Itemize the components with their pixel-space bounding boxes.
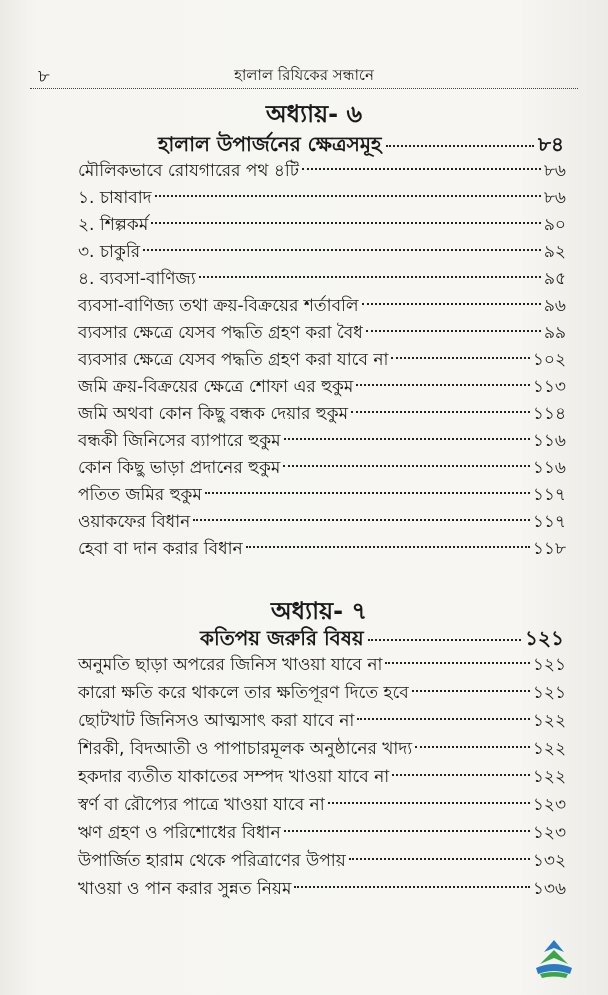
toc-entry-page: ১৩৬ (532, 879, 566, 899)
toc-entry-title: ওয়াকফের বিধান (78, 512, 191, 532)
section-title-text: হালাল উপার্জনের ক্ষেত্রসমূহ (158, 132, 382, 156)
toc-entry (78, 266, 566, 293)
toc-entry-title: জমি ক্রয়-বিক্রয়ের ক্ষেত্রে শোফা এর হুকুম (78, 377, 354, 397)
toc-entry (78, 763, 566, 791)
toc-entry-page: ৯৬ (543, 296, 566, 316)
toc-entry (78, 847, 566, 875)
leader-dots (328, 802, 530, 804)
toc-entry-title: পতিত জমির হুকুম (78, 485, 202, 505)
toc-entry-page: ১২২ (532, 711, 566, 731)
page-header (30, 62, 578, 90)
leader-dots (385, 662, 529, 664)
toc-entry-title: খাওয়া ও পান করার সুন্নত নিয়ম (78, 879, 292, 899)
toc-entry-title: ছোটখাট জিনিসও আত্মসাৎ করা যাবে না (78, 711, 355, 731)
toc-entry-title: ৪. ব্যবসা-বাণিজ্য (78, 269, 196, 289)
section-title-page: ৮৪ (538, 132, 564, 156)
toc-entry-title: জমি অথবা কোন কিছু বন্ধক দেয়ার হুকুম (78, 404, 349, 424)
toc-entry-title: হকদার ব্যতীত যাকাতের সম্পদ খাওয়া যাবে না (78, 767, 390, 787)
toc-entry (78, 735, 566, 763)
toc-entry-page: ৯২ (543, 242, 566, 262)
toc-entry-page: ১১৭ (532, 512, 566, 532)
leader-dots (391, 357, 529, 359)
toc-entry (78, 509, 566, 536)
toc-entry-page: ১২১ (532, 683, 566, 703)
leader-dots (151, 222, 541, 224)
toc-entry-title: হেবা বা দান করার বিধান (78, 539, 243, 559)
toc-entry-page: ১১৮ (532, 539, 566, 559)
leader-dots (205, 492, 530, 494)
toc-entry (78, 482, 566, 509)
toc-entry-page: ৮৬ (543, 161, 566, 181)
leader-dots (143, 249, 541, 251)
leader-dots (155, 195, 541, 197)
toc-entry (78, 320, 566, 347)
leader-dots (294, 886, 529, 888)
toc-entry-title: স্বর্ণ বা রৌপ্যের পাত্রে খাওয়া যাবে না (78, 795, 325, 815)
leader-dots (302, 168, 541, 170)
toc-entry (78, 293, 566, 320)
toc-entry-page: ১৩২ (532, 851, 566, 871)
toc-entry-title: শিরকী, বিদআতী ও পাপাচারমূলক অনুষ্ঠানের খাদ্য (78, 739, 413, 759)
leader-dots (284, 438, 530, 440)
running-title: হালাল রিযিকের সন্ধানে (234, 66, 374, 84)
toc-entry-page: ১২২ (532, 767, 566, 787)
toc-entry-title: উপার্জিত হারাম থেকে পরিত্রাণের উপায় (78, 851, 346, 871)
toc-entry-page: ১১৬ (532, 458, 566, 478)
toc-entry-page: ৯৫ (543, 269, 566, 289)
toc-entry (78, 707, 566, 735)
toc-entry-page: ১১৩ (532, 377, 566, 397)
toc-entry-page: ৯৯ (543, 323, 566, 343)
toc-entry-title: ৩. চাকুরি (78, 242, 141, 262)
publisher-logo-icon (530, 938, 578, 980)
toc-entry (78, 347, 566, 374)
toc-entry-title: ব্যবসা-বাণিজ্য তথা ক্রয়-বিক্রয়ের শর্তাবলি (78, 296, 359, 316)
toc-entry-title: বন্ধকী জিনিসের ব্যাপারে হুকুম (78, 431, 281, 451)
toc-entry-title: কোন কিছু ভাড়া প্রদানের হুকুম (78, 458, 281, 478)
toc-entry (78, 819, 566, 847)
leader-dots (386, 145, 535, 147)
toc-entry-page: ১২৩ (532, 823, 566, 843)
leader-dots (193, 519, 530, 521)
toc-entry (78, 185, 566, 212)
toc-entry-page: ১১৪ (532, 404, 566, 424)
toc-entry (78, 239, 566, 266)
leader-dots (199, 276, 541, 278)
toc-entry (78, 401, 566, 428)
leader-dots (366, 330, 541, 332)
toc-entry-title: ঋণ গ্রহণ ও পরিশোধের বিধান (78, 823, 281, 843)
header-divider (30, 88, 578, 89)
toc-entry (78, 428, 566, 455)
toc-entry (78, 679, 566, 707)
toc-entry (78, 158, 566, 185)
toc-entry (78, 651, 566, 679)
leader-dots (356, 384, 530, 386)
page-number: ৮ (38, 66, 50, 87)
leader-dots (392, 774, 530, 776)
section-title-text: কতিপয় জরুরি বিষয় (200, 626, 364, 650)
toc-entry (78, 455, 566, 482)
leader-dots (368, 639, 521, 641)
toc-entry-title: ১. চাষাবাদ (78, 188, 152, 208)
toc-list (78, 158, 566, 563)
toc-entry-title: ব্যবসার ক্ষেত্রে যেসব পদ্ধতি গ্রহণ করা যাবে না (78, 350, 389, 370)
toc-entry (78, 791, 566, 819)
toc-entry-title: ২. শিল্পকর্ম (78, 215, 149, 235)
toc-entry-page: ১২২ (532, 739, 566, 759)
toc-entry-title: কারো ক্ষতি করে থাকলে তার ক্ষতিপূরণ দিতে হবে (78, 683, 409, 703)
leader-dots (349, 858, 530, 860)
toc-entry-page: ১২১ (532, 655, 566, 675)
toc-entry-title: অনুমতি ছাড়া অপরের জিনিস খাওয়া যাবে না (78, 655, 383, 675)
toc-entry (78, 536, 566, 563)
toc-entry-page: ১১৬ (532, 431, 566, 451)
toc-entry-page: ১০২ (532, 350, 566, 370)
chapter-heading: অধ্যায়- ৬ (265, 100, 363, 128)
section-title-page: ১২১ (525, 626, 564, 650)
toc-entry-page: ১১৭ (532, 485, 566, 505)
toc-entry (78, 212, 566, 239)
leader-dots (284, 830, 530, 832)
leader-dots (357, 718, 530, 720)
leader-dots (412, 690, 530, 692)
toc-entry-page: ৯০ (543, 215, 566, 235)
chapter-heading: অধ্যায়- ৭ (270, 597, 368, 625)
leader-dots (246, 546, 530, 548)
leader-dots (415, 746, 530, 748)
toc-entry-title: ব্যবসার ক্ষেত্রে যেসব পদ্ধতি গ্রহণ করা বৈধ (78, 323, 363, 343)
toc-entry (78, 875, 566, 903)
toc-list (78, 651, 566, 903)
toc-entry-page: ৮৬ (543, 188, 566, 208)
leader-dots (351, 411, 530, 413)
toc-entry-title: মৌলিকভাবে রোযগারের পথ ৪টি (78, 161, 300, 181)
leader-dots (362, 303, 541, 305)
toc-entry-page: ১২৩ (532, 795, 566, 815)
leader-dots (283, 465, 530, 467)
toc-entry (78, 374, 566, 401)
